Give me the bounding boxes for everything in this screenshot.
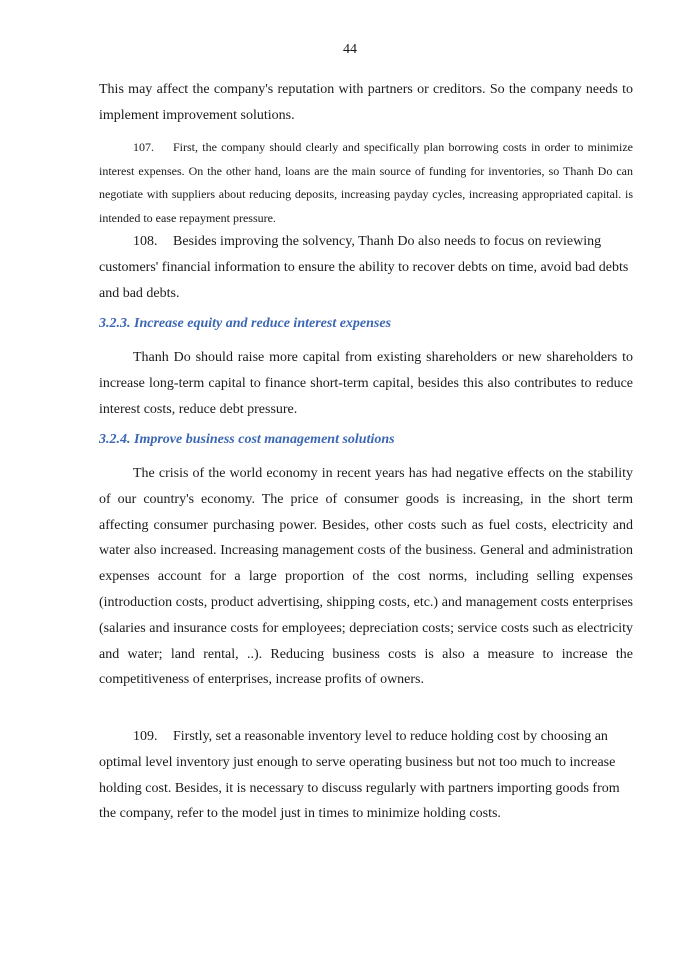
section-heading-324: 3.2.4. Improve business cost management solutions (99, 432, 395, 447)
list-item-109 (99, 724, 633, 827)
item-number: 109. (133, 729, 158, 744)
section-324-paragraph: The crisis of the world economy in recent years has had negative effects on the stability of our country's economy. The price of consumer goods is increasing, in the short term affecting consumer purchasing power. Besides, other costs such as fuel costs, electricity and water also increased. Increasing management costs of the business. General and administration expenses account for a large proportion of the cost norms, including selling expenses (introduction costs, product advertising, shipping costs, etc.) and management costs enterprises (salaries and insurance costs for employees; depreciation costs; service costs such as electricity and water; land rental, ..). Reducing business costs is also a measure to increase the competitiveness of enterprises, increase profits of owners. (99, 466, 633, 688)
item-text: Firstly, set a reasonable inventory level to reduce holding cost by choosing an optimal level inventory just enough to serve operating business but not too much to increase holding cost. Besides, it is necessary to discuss regularly with partners importing goods from the company, refer to the model just in times to minimize holding costs. (99, 729, 620, 822)
item-text: Besides improving the solvency, Thanh Do also needs to focus on reviewing customers' financial information to ensure the ability to recover debts on time, avoid bad debts and bad debts. (99, 234, 629, 301)
list-item-108 (99, 229, 633, 306)
item-text: First, the company should clearly and specifically plan borrowing costs in order to minimize interest expenses. On the other hand, loans are the main source of funding for inventories, so Thanh Do can negotiate with suppliers about reducing deposits, increasing payday cycles, increasing appropriated capital. is intended to ease repayment pressure. (99, 140, 633, 225)
intro-paragraph: This may affect the company's reputation with partners or creditors. So the company needs to implement improvement solutions. (99, 82, 633, 123)
page-number: 44 (343, 42, 357, 57)
item-number: 108. (133, 234, 158, 249)
item-number: 107. (133, 140, 154, 154)
section-heading-323: 3.2.3. Increase equity and reduce interest expenses (99, 316, 392, 331)
section-323-paragraph: Thanh Do should raise more capital from existing shareholders or new shareholders to increase long-term capital to finance short-term capital, besides this also contributes to reduce interest costs, reduce debt pressure. (99, 350, 633, 417)
list-item-107 (99, 136, 633, 230)
